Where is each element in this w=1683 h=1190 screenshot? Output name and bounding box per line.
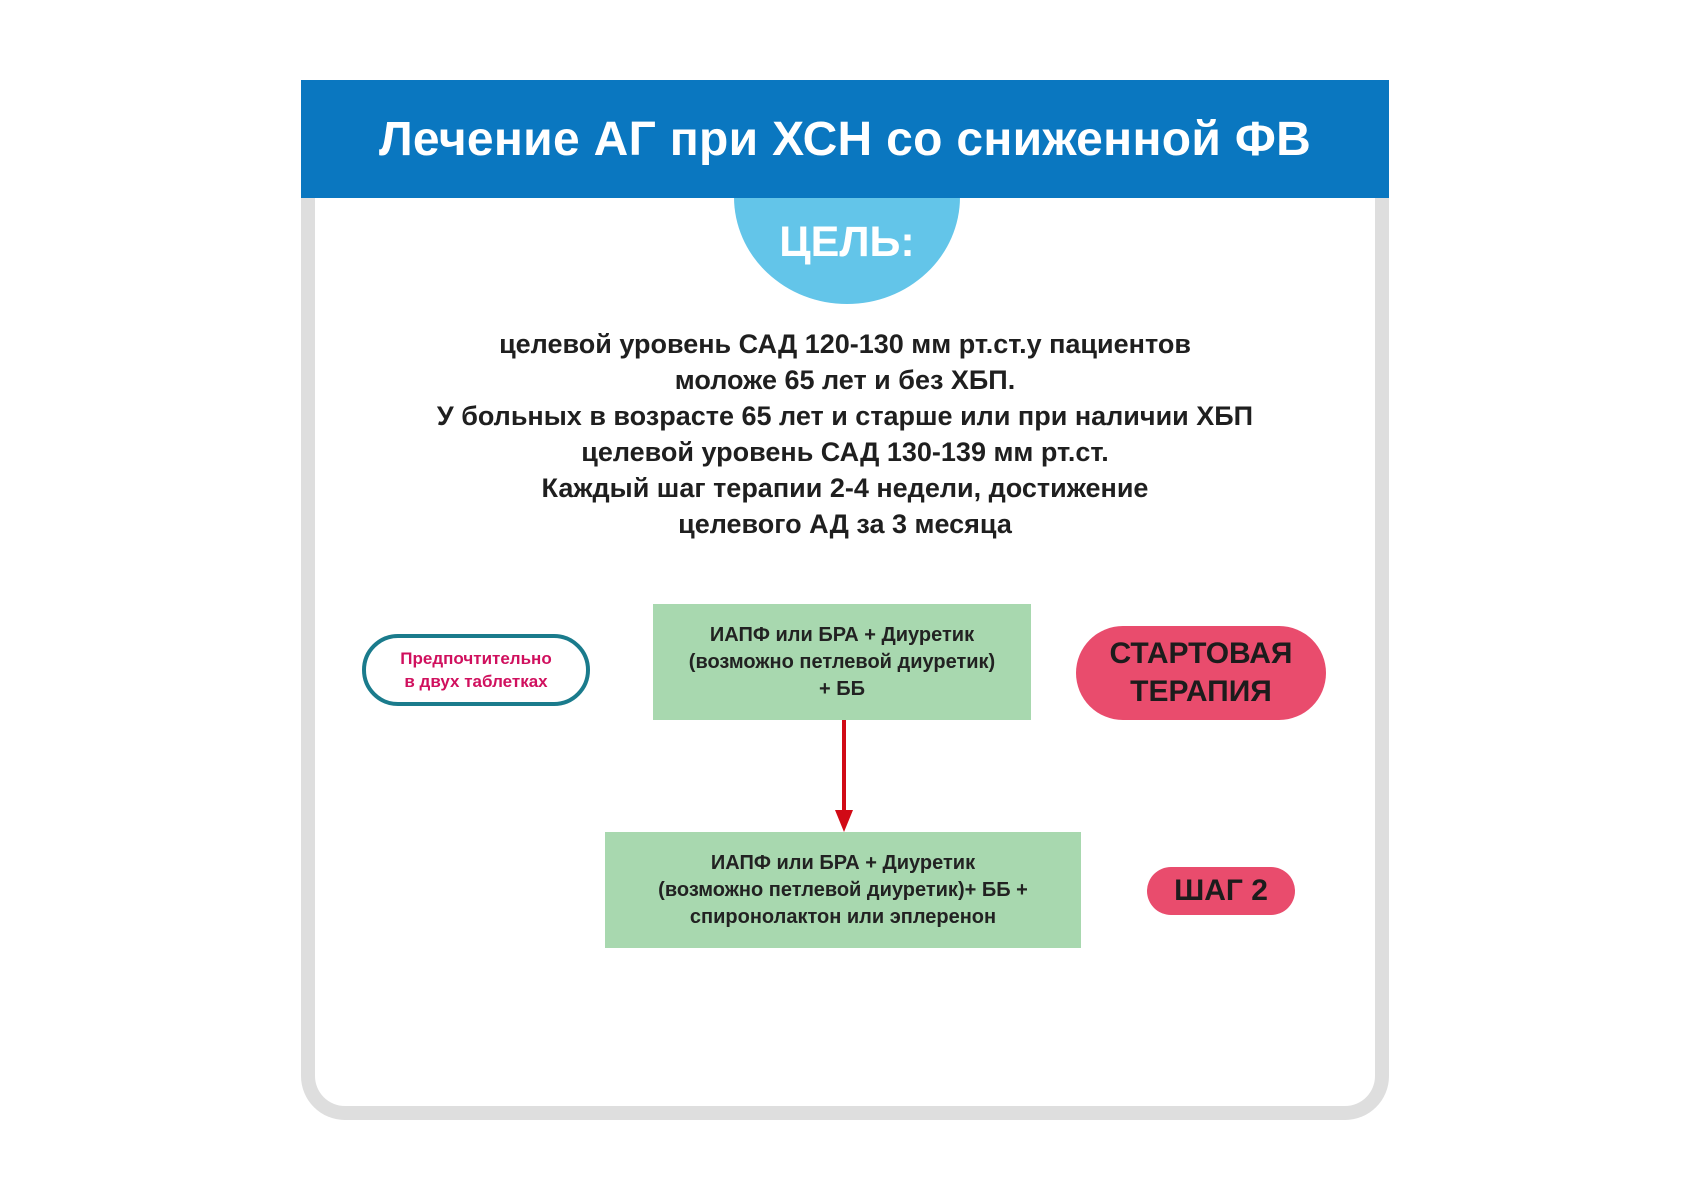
- goal-line: целевого АД за 3 месяца: [678, 509, 1012, 539]
- note-line: Предпочтительно: [400, 649, 552, 668]
- therapy-line: ИАПФ или БРА + Диуретик: [710, 851, 976, 874]
- goal-line: У больных в возрасте 65 лет и старше или при наличии ХБП: [436, 401, 1254, 431]
- therapy-box-step-2: [605, 832, 1081, 948]
- goal-description: [380, 326, 1310, 542]
- step-label-start: [1076, 626, 1326, 720]
- arrow-down-icon: [834, 720, 854, 832]
- therapy-line: (возможно петлевой диуретик): [688, 650, 996, 673]
- goal-line: целевой уровень САД 120-130 мм рт.ст.у пациентов: [499, 329, 1191, 359]
- step-label-line: ШАГ 2: [1174, 874, 1268, 907]
- therapy-line: ИАПФ или БРА + Диуретик: [709, 623, 975, 646]
- goal-line: целевой уровень САД 130-139 мм рт.ст.: [581, 437, 1109, 467]
- step-label-2: [1147, 867, 1295, 915]
- goal-line: Каждый шаг терапии 2-4 недели, достижение: [541, 473, 1149, 503]
- goal-line: моложе 65 лет и без ХБП.: [674, 365, 1016, 395]
- note-line: в двух таблетках: [404, 672, 548, 691]
- therapy-line: спиронолактон или эплеренон: [689, 905, 997, 928]
- therapy-line: + ББ: [819, 677, 865, 700]
- step-label-line: ТЕРАПИЯ: [1130, 675, 1272, 708]
- note-two-tablets: [362, 634, 590, 706]
- therapy-line: (возможно петлевой диуретик)+ ББ +: [658, 878, 1028, 901]
- goal-label: ЦЕЛЬ:: [779, 218, 915, 266]
- page-title: Лечение АГ при ХСН со сниженной ФВ: [301, 80, 1389, 198]
- step-label-line: СТАРТОВАЯ: [1109, 637, 1293, 670]
- therapy-box-start: [653, 604, 1031, 720]
